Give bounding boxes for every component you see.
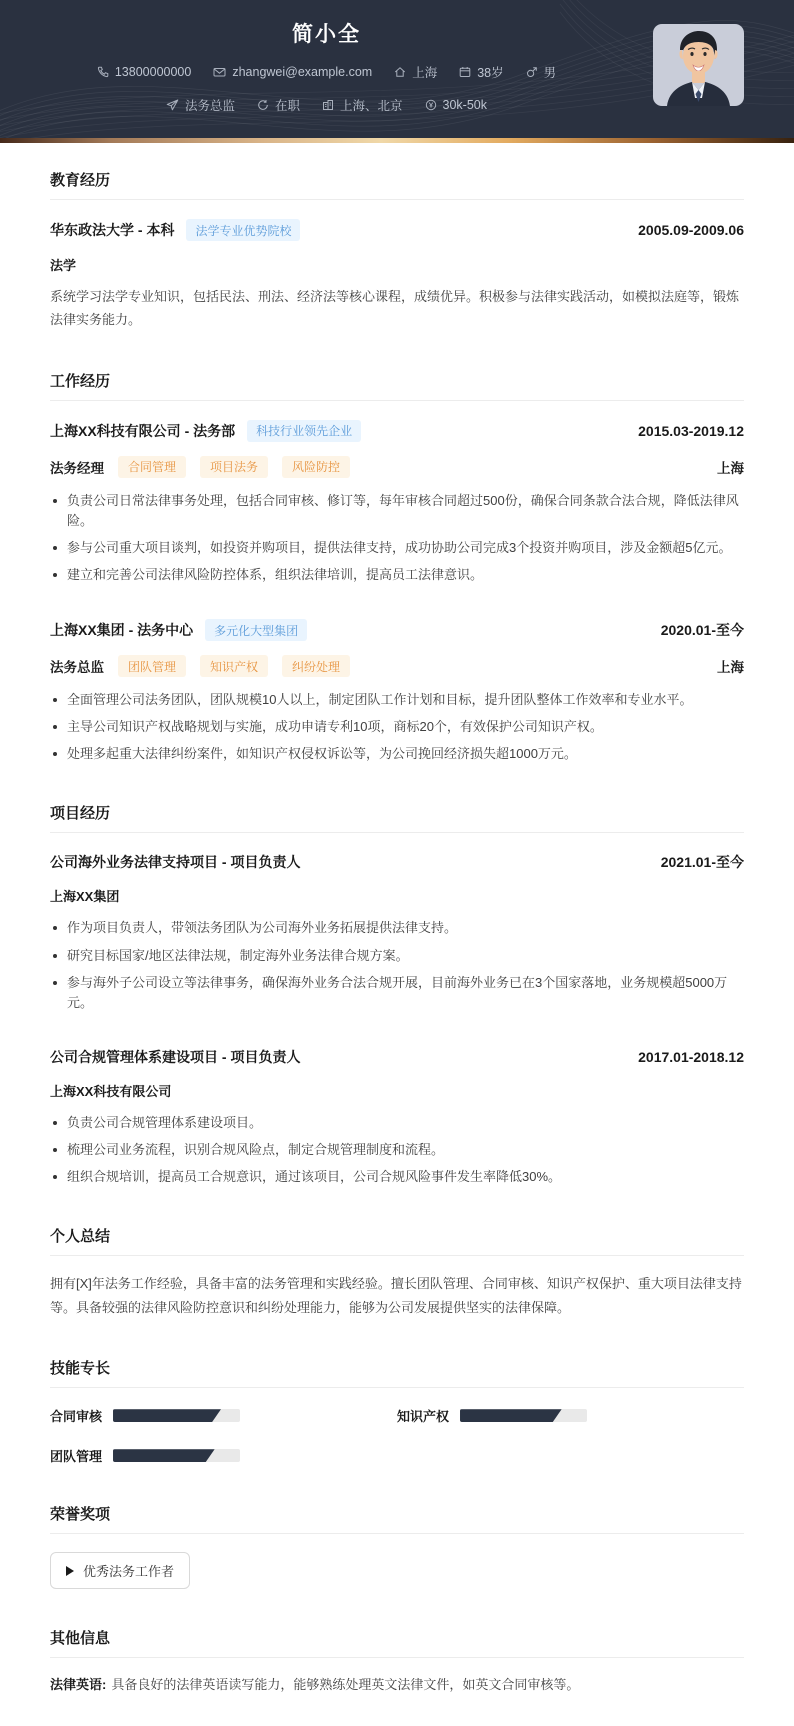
section-other [50, 1627, 744, 1696]
skill-bar-fill [113, 1449, 215, 1462]
project-bullet: 负责公司合规管理体系建设项目。 [50, 1113, 744, 1133]
contact-position [166, 96, 235, 114]
skill-bar-track [460, 1409, 587, 1422]
company-badge: 科技行业领先企业 [247, 420, 361, 442]
salary-text: 30k-50k [442, 98, 488, 112]
work-bullet: 主导公司知识产权战略规划与实施，成功申请专利10项，商标20个，有效保护公司知识产权。 [50, 717, 744, 737]
location-text: 上海 [412, 66, 438, 80]
job-tag: 合同管理 [118, 456, 186, 478]
gender-text: 男 [543, 66, 557, 80]
job-tag: 纠纷处理 [282, 655, 350, 677]
skill-bar-fill [460, 1409, 562, 1422]
job-location: 上海 [717, 660, 744, 676]
skill-item [50, 1406, 397, 1425]
work-date: 2015.03-2019.12 [638, 422, 744, 439]
project-bullet: 组织合规培训，提高员工合规意识，通过该项目，公司合规风险事件发生率降低30%。 [50, 1167, 744, 1187]
skill-bar-track [113, 1449, 240, 1462]
contact-location [394, 63, 437, 81]
education-date: 2005.09-2009.06 [638, 222, 744, 238]
cities-text: 上海、北京 [340, 99, 403, 113]
position-text: 法务总监 [184, 99, 235, 113]
work-bullet: 负责公司日常法律事务处理，包括合同审核、修订等，每年审核合同超过500份，确保合同条款合法合规，降低法律风险。 [50, 491, 744, 531]
contact-row-2 [155, 96, 498, 114]
status-text: 在职 [275, 99, 301, 113]
section-education [50, 169, 744, 332]
work-bullet: 全面管理公司法务团队，团队规模10人以上，制定团队工作计划和目标，提升团队整体工作效率和专业水平。 [50, 690, 744, 710]
contact-status [257, 96, 300, 114]
project-title: 公司海外业务法律支持项目 - 项目负责人 [50, 854, 301, 871]
other-info-line [50, 1674, 744, 1696]
honor-label: 优秀法务工作者 [83, 1564, 175, 1580]
contact-row-1 [86, 63, 567, 81]
school-badge: 法学专业优势院校 [186, 219, 300, 241]
company-name: 上海XX科技有限公司 - 法务部 [50, 422, 236, 439]
contact-phone [97, 65, 191, 79]
section-heading-education: 教育经历 [50, 169, 744, 200]
play-icon [66, 1566, 74, 1576]
work-bullets [50, 491, 744, 586]
skill-label: 合同审核 [50, 1409, 103, 1425]
job-tag: 团队管理 [118, 655, 186, 677]
project-bullets [50, 918, 744, 1013]
status-icon [257, 99, 269, 111]
section-heading-summary: 个人总结 [50, 1225, 744, 1256]
job-tag: 项目法务 [200, 456, 268, 478]
section-heading-honors: 荣誉奖项 [50, 1503, 744, 1534]
section-skills [50, 1357, 744, 1465]
other-info-label: 法律英语: [50, 1677, 107, 1693]
job-role: 法务总监 [50, 660, 104, 676]
email-text: zhangwei@example.com [232, 65, 373, 79]
company-name: 上海XX集团 - 法务中心 [50, 622, 194, 639]
company-badge: 多元化大型集团 [205, 619, 307, 641]
resume-body [0, 143, 794, 1726]
project-bullets [50, 1113, 744, 1187]
contact-gender [526, 63, 557, 81]
project-company: 上海XX科技有限公司 [50, 1084, 172, 1100]
phone-icon [97, 66, 109, 78]
profile-photo [653, 24, 744, 106]
section-honors [50, 1503, 744, 1589]
city-icon [322, 99, 334, 111]
job-tag: 风险防控 [282, 456, 350, 478]
project-bullet: 研究目标国家/地区法律法规，制定海外业务法律合规方案。 [50, 946, 744, 966]
contact-salary [425, 98, 487, 112]
work-bullet: 参与公司重大项目谈判，如投资并购项目，提供法律支持，成功协助公司完成3个投资并购项目，涉及金额超5亿元。 [50, 538, 744, 558]
job-location: 上海 [717, 460, 744, 476]
skill-label: 团队管理 [50, 1449, 103, 1465]
candidate-name: 简小全 [292, 23, 361, 46]
age-text: 38岁 [477, 66, 504, 80]
section-heading-work: 工作经历 [50, 370, 744, 401]
work-date: 2020.01-至今 [660, 622, 744, 639]
contact-cities [322, 96, 403, 114]
skill-item [50, 1446, 397, 1465]
honor-chip[interactable] [50, 1552, 190, 1589]
work-entry [50, 420, 744, 586]
job-role: 法务经理 [50, 460, 104, 476]
section-heading-projects: 项目经历 [50, 802, 744, 833]
work-bullets [50, 690, 744, 764]
email-icon [213, 66, 226, 78]
school-name: 华东政法大学 - 本科 [50, 222, 175, 238]
project-bullet: 作为项目负责人，带领法务团队为公司海外业务拓展提供法律支持。 [50, 918, 744, 938]
project-company: 上海XX集团 [50, 889, 120, 905]
section-projects [50, 802, 744, 1187]
section-heading-skills: 技能专长 [50, 1357, 744, 1388]
position-icon [166, 99, 179, 111]
project-title: 公司合规管理体系建设项目 - 项目负责人 [50, 1049, 301, 1066]
job-tag: 知识产权 [200, 655, 268, 677]
skill-label: 知识产权 [397, 1409, 450, 1425]
skill-item [397, 1406, 744, 1425]
resume-header [0, 0, 794, 138]
home-icon [394, 66, 406, 78]
gender-icon [526, 66, 538, 78]
project-bullet: 参与海外子公司设立等法律事务，确保海外业务合法合规开展，目前海外业务已在3个国家落地，业务规模超5000万元。 [50, 973, 744, 1013]
education-description: 系统学习法学专业知识，包括民法、刑法、经济法等核心课程，成绩优异。积极参与法律实践活动，如模拟法庭等，锻炼法律实务能力。 [50, 289, 740, 327]
education-entry [50, 219, 744, 332]
section-summary [50, 1225, 744, 1319]
contact-age [459, 63, 503, 81]
project-entry [50, 1047, 744, 1187]
summary-text: 拥有[X]年法务工作经验，具备丰富的法务管理和实践经验。擅长团队管理、合同审核、知识产权保护、重大项目法律支持等。具备较强的法律风险防控意识和纠纷处理能力，能够为公司发展提供坚实的法律保障。 [50, 1276, 742, 1315]
skills-grid [50, 1406, 744, 1465]
work-bullet: 建立和完善公司法律风险防控体系，组织法律培训，提高员工法律意识。 [50, 565, 744, 585]
salary-icon [425, 99, 437, 111]
age-icon [459, 66, 471, 78]
phone-text: 13800000000 [114, 65, 192, 79]
section-work [50, 370, 744, 765]
section-heading-other: 其他信息 [50, 1627, 744, 1658]
skill-bar-track [113, 1409, 240, 1422]
project-date: 2017.01-2018.12 [638, 1049, 744, 1066]
project-entry [50, 852, 744, 1013]
work-bullet: 处理多起重大法律纠纷案件，如知识产权侵权诉讼等，为公司挽回经济损失超1000万元。 [50, 744, 744, 764]
project-date: 2021.01-至今 [660, 854, 744, 871]
other-info-text: 具备良好的法律英语读写能力，能够熟练处理英文法律文件，如英文合同审核等。 [111, 1677, 580, 1693]
contact-email [213, 65, 372, 79]
work-entry [50, 619, 744, 764]
major-name: 法学 [50, 258, 77, 273]
skill-bar-fill [113, 1409, 221, 1422]
project-bullet: 梳理公司业务流程，识别合规风险点，制定合规管理制度和流程。 [50, 1140, 744, 1160]
